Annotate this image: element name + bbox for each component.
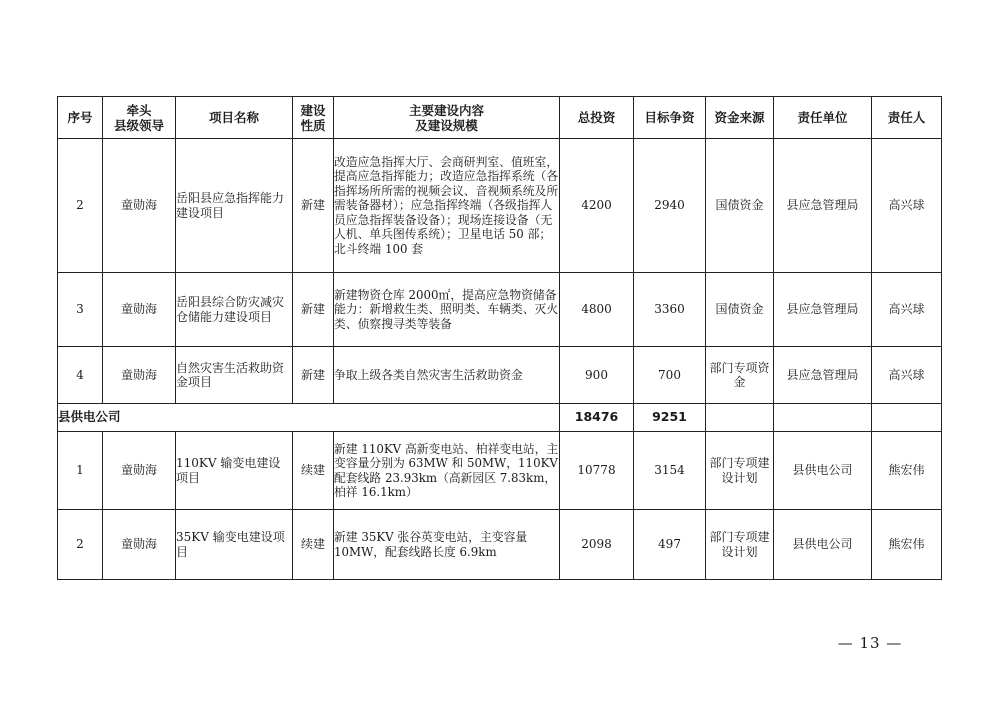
- cell-nature: 新建: [293, 139, 334, 273]
- cell-total: 10778: [560, 432, 634, 510]
- header-nature-text: 建设 性质: [300, 102, 326, 133]
- cell-leader: 童勋海: [103, 510, 176, 580]
- table-row: [58, 510, 942, 580]
- section-empty-cell: [774, 404, 872, 432]
- cell-seq: 2: [58, 510, 103, 580]
- header-nature: [293, 97, 334, 139]
- cell-target: 3360: [634, 273, 706, 347]
- cell-seq: 3: [58, 273, 103, 347]
- section-label: 县供电公司: [58, 404, 560, 432]
- cell-leader: 童勋海: [103, 347, 176, 404]
- cell-unit: 县应急管理局: [774, 139, 872, 273]
- cell-person: 高兴球: [872, 139, 942, 273]
- section-target: 9251: [634, 404, 706, 432]
- cell-unit: 县供电公司: [774, 510, 872, 580]
- header-leader: [103, 97, 176, 139]
- cell-target: 700: [634, 347, 706, 404]
- header-content: [334, 97, 560, 139]
- table-row: [58, 139, 942, 273]
- header-name: 项目名称: [176, 97, 293, 139]
- header-unit: 责任单位: [774, 97, 872, 139]
- cell-nature: 新建: [293, 347, 334, 404]
- cell-name: 自然灾害生活救助资金项目: [176, 347, 293, 404]
- cell-leader: 童勋海: [103, 273, 176, 347]
- cell-name: 岳阳县综合防灾减灾仓储能力建设项目: [176, 273, 293, 347]
- header-leader-text: 牵头 县级领导: [113, 102, 164, 133]
- cell-source: 部门专项建设计划: [706, 432, 774, 510]
- project-table: [57, 96, 942, 580]
- header-content-text: 主要建设内容 及建设规模: [408, 102, 484, 133]
- cell-unit: 县供电公司: [774, 432, 872, 510]
- header-source: 资金来源: [706, 97, 774, 139]
- cell-source: 国债资金: [706, 273, 774, 347]
- cell-seq: 2: [58, 139, 103, 273]
- cell-target: 3154: [634, 432, 706, 510]
- cell-nature: 续建: [293, 432, 334, 510]
- cell-content: 新建 35KV 张谷英变电站，主变容量 10MW，配套线路长度 6.9km: [334, 510, 560, 580]
- cell-nature: 续建: [293, 510, 334, 580]
- cell-source: 国债资金: [706, 139, 774, 273]
- table-row: [58, 432, 942, 510]
- cell-unit: 县应急管理局: [774, 273, 872, 347]
- cell-total: 4200: [560, 139, 634, 273]
- cell-total: 900: [560, 347, 634, 404]
- header-person: 责任人: [872, 97, 942, 139]
- cell-person: 高兴球: [872, 273, 942, 347]
- header-seq: 序号: [58, 97, 103, 139]
- header-target: 目标争资: [634, 97, 706, 139]
- cell-name: 35KV 输变电建设项目: [176, 510, 293, 580]
- cell-content: 新建物资仓库 2000㎡，提高应急物资储备能力：新增救生类、照明类、车辆类、灭火类、侦察搜寻类等装备: [334, 273, 560, 347]
- section-empty-cell: [706, 404, 774, 432]
- cell-nature: 新建: [293, 273, 334, 347]
- cell-content: 改造应急指挥大厅、会商研判室、值班室，提高应急指挥能力；改造应急指挥系统（各指挥场所所需的视频会议、音视频系统及所需装备器材）；应急指挥终端（各级指挥人员应急指挥装备设备）；现场连接设备（无人机、单兵图传系统）；卫星电话 50 部；北斗终端 100 套: [334, 139, 560, 273]
- section-row: [58, 404, 942, 432]
- cell-name: 岳阳县应急指挥能力建设项目: [176, 139, 293, 273]
- cell-person: 熊宏伟: [872, 510, 942, 580]
- section-empty-cell: [872, 404, 942, 432]
- cell-unit: 县应急管理局: [774, 347, 872, 404]
- cell-content: 新建 110KV 高新变电站、柏祥变电站，主变容量分别为 63MW 和 50MW，110KV 配套线路 23.93km（高新园区 7.83km，柏祥 16.1km）: [334, 432, 560, 510]
- cell-seq: 1: [58, 432, 103, 510]
- cell-seq: 4: [58, 347, 103, 404]
- cell-person: 高兴球: [872, 347, 942, 404]
- header-total: 总投资: [560, 97, 634, 139]
- table-row: [58, 273, 942, 347]
- cell-total: 4800: [560, 273, 634, 347]
- cell-source: 部门专项建设计划: [706, 510, 774, 580]
- cell-total: 2098: [560, 510, 634, 580]
- header-row: [58, 97, 942, 139]
- table-row: [58, 347, 942, 404]
- cell-content: 争取上级各类自然灾害生活救助资金: [334, 347, 560, 404]
- cell-target: 497: [634, 510, 706, 580]
- cell-target: 2940: [634, 139, 706, 273]
- page-number: — 13 —: [837, 634, 903, 652]
- cell-name: 110KV 输变电建设项目: [176, 432, 293, 510]
- cell-leader: 童勋海: [103, 139, 176, 273]
- cell-source: 部门专项资金: [706, 347, 774, 404]
- cell-person: 熊宏伟: [872, 432, 942, 510]
- cell-leader: 童勋海: [103, 432, 176, 510]
- section-total: 18476: [560, 404, 634, 432]
